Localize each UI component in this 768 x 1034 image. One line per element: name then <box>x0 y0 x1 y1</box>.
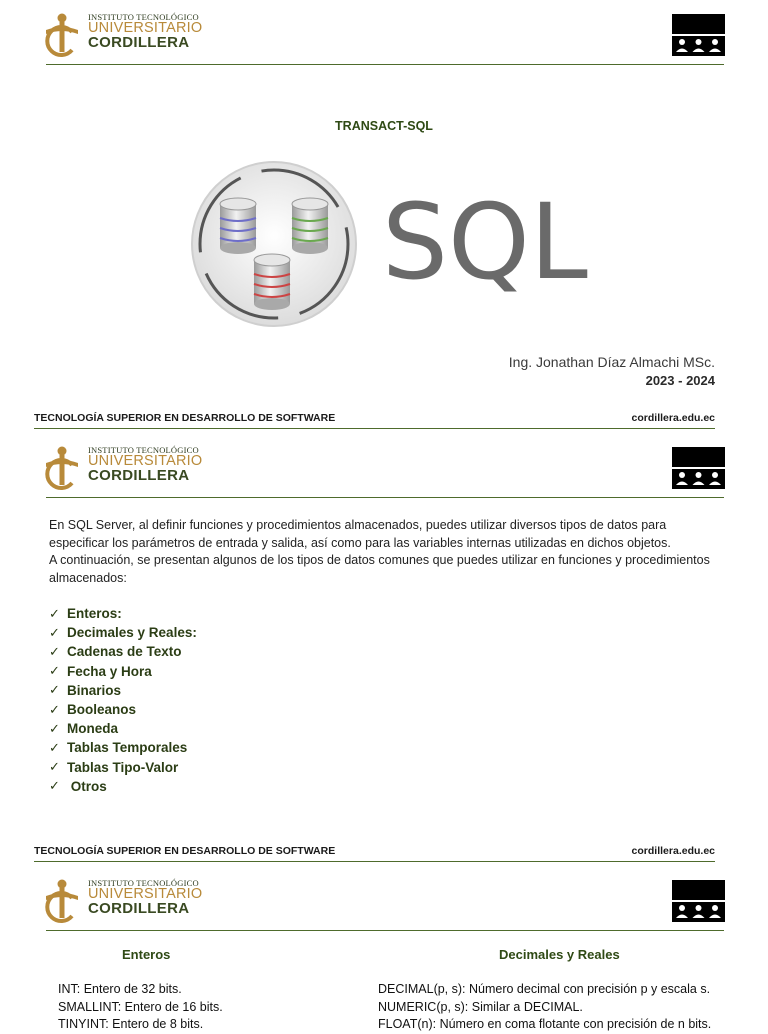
brand-line-1: INSTITUTO TECNOLÓGICO <box>88 878 199 888</box>
list-item: ✓ Tablas Temporales <box>49 739 188 756</box>
footer-rule <box>34 861 715 862</box>
checkmark-icon: ✓ <box>49 759 60 775</box>
list-item: SMALLINT: Entero de 16 bits. <box>58 999 223 1014</box>
academic-year: 2023 - 2024 <box>645 373 715 388</box>
brand-line-2: UNIVERSITARIO <box>88 453 203 469</box>
list-item: ✓ Cadenas de Texto <box>49 643 182 660</box>
list-item: INT: Entero de 32 bits. <box>58 982 182 996</box>
sql-wordmark: SQL <box>382 181 588 303</box>
database-icon-red <box>254 254 290 310</box>
institute-emblem-icon <box>42 10 82 56</box>
list-item: ✓ Binarios <box>49 682 122 698</box>
author-name: Ing. Jonathan Díaz Almachi MSc. <box>508 354 715 370</box>
sql-server-logo <box>204 152 588 338</box>
institute-emblem-icon <box>42 876 82 922</box>
list-item: ✓ Enteros: <box>49 605 122 622</box>
list-item: ✓ Booleanos <box>49 701 137 718</box>
integer-types-list <box>58 981 223 1034</box>
checkmark-icon: ✓ <box>49 720 60 736</box>
footer-program: TECNOLOGÍA SUPERIOR EN DESARROLLO DE SOFTWARE <box>34 412 336 424</box>
audience-badge-icon <box>672 14 725 56</box>
brand-line-1: INSTITUTO TECNOLÓGICO <box>88 12 199 22</box>
list-item: NUMERIC(p, s): Similar a DECIMAL. <box>378 999 583 1014</box>
slide-title: TRANSACT-SQL <box>335 119 433 133</box>
checkmark-icon: ✓ <box>49 701 60 717</box>
database-icon-green <box>292 198 328 254</box>
checkmark-icon: ✓ <box>49 643 60 659</box>
checkmark-icon: ✓ <box>49 778 60 794</box>
brand-line-2: UNIVERSITARIO <box>88 886 203 902</box>
brand-line-3: CORDILLERA <box>88 34 190 51</box>
footer-program: TECNOLOGÍA SUPERIOR EN DESARROLLO DE SOFTWARE <box>34 845 336 857</box>
institute-logo <box>42 10 212 58</box>
header-rule <box>46 497 724 498</box>
list-item: ✓ Decimales y Reales: <box>49 624 197 641</box>
list-item: ✓ Tablas Tipo-Valor <box>49 759 179 775</box>
brand-line-1: INSTITUTO TECNOLÓGICO <box>88 445 199 455</box>
footer-website[interactable]: cordillera.edu.ec <box>631 412 715 424</box>
list-item: ✓ Moneda <box>49 720 119 737</box>
institute-logo <box>42 443 212 491</box>
footer-rule <box>34 428 715 429</box>
list-item: TINYINT: Entero de 8 bits. <box>58 1017 204 1031</box>
data-types-list <box>49 604 197 796</box>
checkmark-icon: ✓ <box>49 663 60 679</box>
brand-line-2: UNIVERSITARIO <box>88 20 203 36</box>
intro-paragraph: En SQL Server, al definir funciones y procedimientos almacenados, puedes utilizar diversos tipos de datos para especificar los parámetros de entrada y salida, así como para las variables internas utilizadas en dichos objetos. <box>49 518 671 550</box>
header-rule <box>46 930 724 931</box>
list-item: DECIMAL(p, s): Número decimal con precisión p y escala s. <box>378 982 711 996</box>
checkmark-icon: ✓ <box>49 624 60 640</box>
header-rule <box>46 64 724 65</box>
audience-badge-icon <box>672 447 725 489</box>
checkmark-icon: ✓ <box>49 739 60 755</box>
intro-paragraph-2: A continuación, se presentan algunos de los tipos de datos comunes que puedes utilizar en funciones y procedimientos almacenados: <box>49 553 710 585</box>
column-title-enteros: Enteros <box>122 947 171 962</box>
checkmark-icon: ✓ <box>49 605 60 621</box>
checkmark-icon: ✓ <box>49 682 60 698</box>
audience-badge-icon <box>672 880 725 922</box>
brand-line-3: CORDILLERA <box>88 900 190 917</box>
column-title-decimales: Decimales y Reales <box>499 947 620 962</box>
list-item: ✓ Fecha y Hora <box>49 663 152 679</box>
footer-website[interactable]: cordillera.edu.ec <box>631 845 715 857</box>
database-icon-blue <box>220 198 256 254</box>
list-item: FLOAT(n): Número en coma flotante con precisión de n bits. <box>378 1017 712 1031</box>
institute-logo <box>42 876 212 924</box>
institute-emblem-icon <box>42 443 82 489</box>
list-item: ✓ Otros <box>49 778 107 794</box>
decimal-types-list <box>378 981 711 1034</box>
brand-line-3: CORDILLERA <box>88 467 190 484</box>
